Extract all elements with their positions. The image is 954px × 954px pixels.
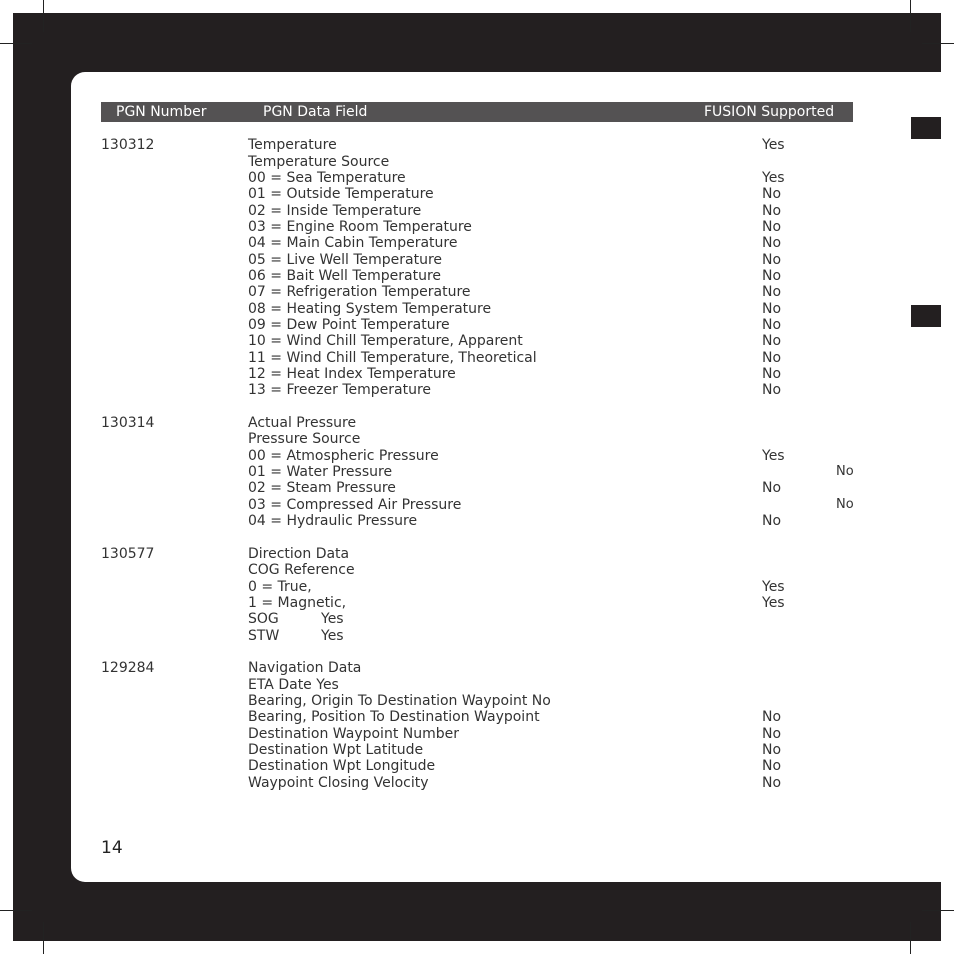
- crop-mark: [0, 910, 32, 911]
- fusion-supported-cell: No: [762, 382, 782, 398]
- fusion-supported-cell: No: [762, 186, 782, 202]
- pgn-data-field-cell: Destination Waypoint Number: [248, 726, 459, 742]
- crop-mark: [922, 910, 954, 911]
- fusion-supported-cell: Yes: [762, 595, 785, 611]
- fusion-supported-cell: No: [836, 497, 854, 512]
- fusion-supported-cell: No: [762, 758, 782, 774]
- pgn-data-field-cell: Navigation Data: [248, 660, 362, 676]
- pgn-data-field-cell: 0 = True,: [248, 579, 312, 595]
- header-pgn-number: PGN Number: [116, 104, 207, 120]
- section-tab-marker: [911, 305, 941, 327]
- pgn-data-field-cell: 1 = Magnetic,: [248, 595, 347, 611]
- pgn-data-field-cell: Pressure Source: [248, 431, 361, 447]
- fusion-supported-cell: No: [762, 317, 782, 333]
- header-pgn-data-field: PGN Data Field: [263, 104, 368, 120]
- pgn-data-field-cell: Waypoint Closing Velocity: [248, 775, 429, 791]
- pgn-data-field-cell: 10 = Wind Chill Temperature, Apparent: [248, 333, 523, 349]
- pgn-data-field-cell: Temperature Source: [248, 154, 390, 170]
- fusion-supported-cell: No: [762, 203, 782, 219]
- pgn-data-field-cell: 04 = Main Cabin Temperature: [248, 235, 458, 251]
- crop-mark: [43, 0, 44, 32]
- fusion-supported-cell: No: [762, 726, 782, 742]
- pgn-data-field-cell: Temperature: [248, 137, 337, 153]
- fusion-supported-cell: No: [836, 464, 854, 479]
- pgn-data-field-cell: COG Reference: [248, 562, 355, 578]
- crop-mark: [0, 43, 32, 44]
- pgn-data-field-cell: Bearing, Position To Destination Waypoint: [248, 709, 540, 725]
- fusion-supported-cell: No: [762, 301, 782, 317]
- fusion-supported-cell: No: [762, 742, 782, 758]
- pgn-data-field-cell: 13 = Freezer Temperature: [248, 382, 432, 398]
- pgn-data-field-cell: 02 = Inside Temperature: [248, 203, 422, 219]
- crop-mark: [910, 0, 911, 32]
- fusion-supported-cell: No: [762, 709, 782, 725]
- crop-mark: [910, 922, 911, 954]
- pgn-data-field-cell: 04 = Hydraulic Pressure: [248, 513, 418, 529]
- pgn-data-field-cell: 02 = Steam Pressure: [248, 480, 396, 496]
- header-fusion-supported: FUSION Supported: [704, 104, 835, 120]
- fusion-supported-cell: No: [762, 252, 782, 268]
- pgn-data-field-cell: STW: [248, 628, 280, 644]
- pgn-data-field-cell: Destination Wpt Latitude: [248, 742, 424, 758]
- page-sheet: [71, 72, 954, 882]
- pgn-data-field-cell: 06 = Bait Well Temperature: [248, 268, 442, 284]
- pgn-data-field-cell: Direction Data: [248, 546, 350, 562]
- fusion-supported-cell: No: [762, 480, 782, 496]
- pgn-number-cell: 130312: [101, 137, 155, 153]
- inline-value-cell: Yes: [321, 611, 344, 627]
- inline-value-cell: Yes: [321, 628, 344, 644]
- pgn-data-field-cell: Destination Wpt Longitude: [248, 758, 436, 774]
- fusion-supported-cell: No: [762, 513, 782, 529]
- pgn-data-field-cell: 01 = Outside Temperature: [248, 186, 434, 202]
- fusion-supported-cell: No: [762, 219, 782, 235]
- pgn-data-field-cell: 05 = Live Well Temperature: [248, 252, 443, 268]
- pgn-data-field-cell: 07 = Refrigeration Temperature: [248, 284, 471, 300]
- pgn-number-cell: 129284: [101, 660, 155, 676]
- section-tab-marker: [911, 117, 941, 139]
- page-number: 14: [101, 838, 123, 858]
- fusion-supported-cell: No: [762, 284, 782, 300]
- pgn-data-field-cell: ETA Date Yes: [248, 677, 339, 693]
- pgn-data-field-cell: 11 = Wind Chill Temperature, Theoretical: [248, 350, 537, 366]
- fusion-supported-cell: Yes: [762, 579, 785, 595]
- pgn-data-field-cell: 01 = Water Pressure: [248, 464, 393, 480]
- pgn-data-field-cell: 03 = Engine Room Temperature: [248, 219, 472, 235]
- pgn-data-field-cell: 08 = Heating System Temperature: [248, 301, 492, 317]
- fusion-supported-cell: No: [762, 350, 782, 366]
- pgn-data-field-cell: 03 = Compressed Air Pressure: [248, 497, 462, 513]
- fusion-supported-cell: Yes: [762, 448, 785, 464]
- fusion-supported-cell: Yes: [762, 170, 785, 186]
- fusion-supported-cell: No: [762, 268, 782, 284]
- pgn-number-cell: 130577: [101, 546, 155, 562]
- pgn-data-field-cell: Actual Pressure: [248, 415, 357, 431]
- fusion-supported-cell: No: [762, 775, 782, 791]
- crop-mark: [922, 43, 954, 44]
- fusion-supported-cell: Yes: [762, 137, 785, 153]
- crop-mark: [43, 922, 44, 954]
- pgn-data-field-cell: 12 = Heat Index Temperature: [248, 366, 456, 382]
- table-header: [101, 102, 853, 122]
- fusion-supported-cell: No: [762, 333, 782, 349]
- pgn-number-cell: 130314: [101, 415, 155, 431]
- pgn-data-field-cell: SOG: [248, 611, 279, 627]
- pgn-data-field-cell: 00 = Atmospheric Pressure: [248, 448, 439, 464]
- fusion-supported-cell: No: [762, 366, 782, 382]
- pgn-data-field-cell: Bearing, Origin To Destination Waypoint No: [248, 693, 551, 709]
- pgn-data-field-cell: 09 = Dew Point Temperature: [248, 317, 450, 333]
- pgn-data-field-cell: 00 = Sea Temperature: [248, 170, 406, 186]
- fusion-supported-cell: No: [762, 235, 782, 251]
